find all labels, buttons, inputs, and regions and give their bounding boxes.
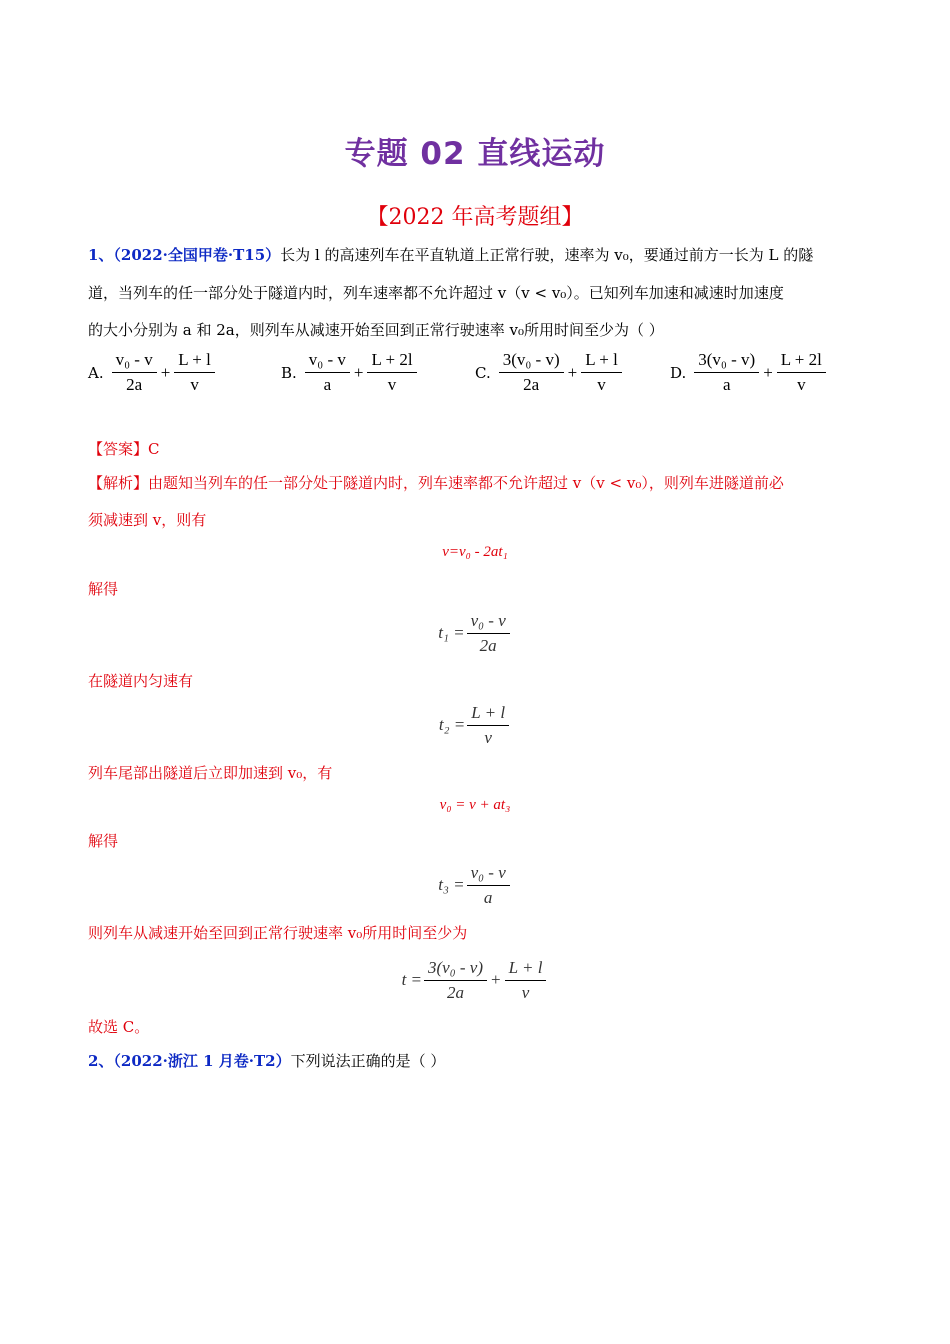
- t1-formula: t₁ = $\frac{\text{v₀ - v}}{2a}$: [0, 610, 950, 656]
- q2-line: [88, 1050, 868, 1072]
- q1-text-3: 的大小分别为 a 和 2a，则列车从减速开始至回到正常行驶速率 v₀所用时间至少为（ ）: [88, 321, 664, 339]
- option-b[interactable]: B. $\frac{\text{v₀ - v}}{a}$ + $\frac{L + 2l}{v}$: [281, 350, 419, 395]
- option-label: B.: [281, 363, 297, 382]
- option-label: D.: [670, 363, 687, 382]
- fraction: $\frac{\text{v₀ - v}}{2a}$: [467, 611, 510, 656]
- t2-formula: t₂ = $\frac{L + l}{v}$: [0, 702, 950, 748]
- option-label: C.: [475, 363, 491, 382]
- fraction: $\frac{\text{v₀ - v}}{a}$: [467, 863, 510, 908]
- tunnel-text: 在隧道内匀速有: [88, 672, 194, 690]
- fraction: $\frac{\text{3(v₀ - v)}}{2a}$: [424, 958, 487, 1003]
- fraction: $\frac{L + l}{v}$: [505, 958, 547, 1003]
- analysis-text-1: 由题知当列车的任一部分处于隧道内时，列车速率都不允许超过 v（v < v₀），则列车进隧道前必: [148, 474, 784, 492]
- analysis-tag: 【解析】: [88, 474, 149, 492]
- total-time-formula: t = $\frac{\text{3(v₀ - v)}}{2a}$ + $\frac{L + l}{v}$: [0, 955, 950, 1005]
- q2-number: 2、（2022·浙江 1 月卷·T2）: [88, 1052, 291, 1070]
- answer: 【答案】C: [88, 440, 160, 458]
- q1-text-1: 长为 l 的高速列车在平直轨道上正常行驶，速率为 v₀，要通过前方一长为 L 的隧: [280, 246, 814, 264]
- tail-text: 列车尾部出隧道后立即加速到 v₀，有: [88, 764, 333, 782]
- q2-text: 下列说法正确的是（ ）: [290, 1052, 446, 1070]
- option-c[interactable]: C. $\frac{\text{3(v₀ - v)}}{2a}$ + $\frac{L + l}{v}$: [475, 350, 624, 395]
- fraction: $\frac{\text{v₀ - v}}{a}$: [305, 350, 350, 395]
- analysis-line-1: [88, 472, 868, 494]
- fraction: $\frac{L + l}{v}$: [467, 703, 509, 748]
- option-d[interactable]: D. $\frac{\text{3(v₀ - v)}}{a}$ + $\frac{L + 2l}{v}$: [670, 350, 828, 395]
- q1-number: 1、（2022·全国甲卷·T15）: [88, 246, 281, 264]
- analysis-text-2: 须减速到 v，则有: [88, 511, 207, 529]
- q1-text-2: 道，当列车的任一部分处于隧道内时，列车速率都不允许超过 v（v < v₀）。已知列车加速和减速时加速度: [88, 284, 784, 302]
- option-a[interactable]: A. $\frac{\text{v₀ - v}}{2a}$ + $\frac{L + l}{v}$: [88, 350, 217, 395]
- option-label: A.: [88, 363, 104, 382]
- choose-text: 故选 C。: [88, 1018, 150, 1036]
- fraction: $\frac{L + 2l}{v}$: [367, 350, 416, 395]
- t3-formula: t₃ = $\frac{\text{v₀ - v}}{a}$: [0, 862, 950, 908]
- section-heading: 【2022 年高考题组】: [366, 205, 584, 230]
- fraction: $\frac{L + 2l}{v}$: [777, 350, 826, 395]
- fraction: $\frac{L + l}{v}$: [581, 350, 622, 395]
- fraction: $\frac{L + l}{v}$: [174, 350, 215, 395]
- q1-line-1: [88, 244, 868, 266]
- equation-1: v=v₀ - 2at₁: [442, 544, 508, 560]
- fraction: $\frac{\text{3(v₀ - v)}}{a}$: [694, 350, 759, 395]
- page-title: 专题 02 直线运动: [344, 136, 606, 172]
- conclusion-text: 则列车从减速开始至回到正常行驶速率 v₀所用时间至少为: [88, 924, 468, 942]
- fraction: $\frac{\text{3(v₀ - v)}}{2a}$: [499, 350, 564, 395]
- solve-label-1: 解得: [88, 580, 119, 598]
- equation-2: v₀ = v + at₃: [439, 797, 511, 813]
- solve-label-2: 解得: [88, 832, 119, 850]
- fraction: $\frac{\text{v₀ - v}}{2a}$: [112, 350, 157, 395]
